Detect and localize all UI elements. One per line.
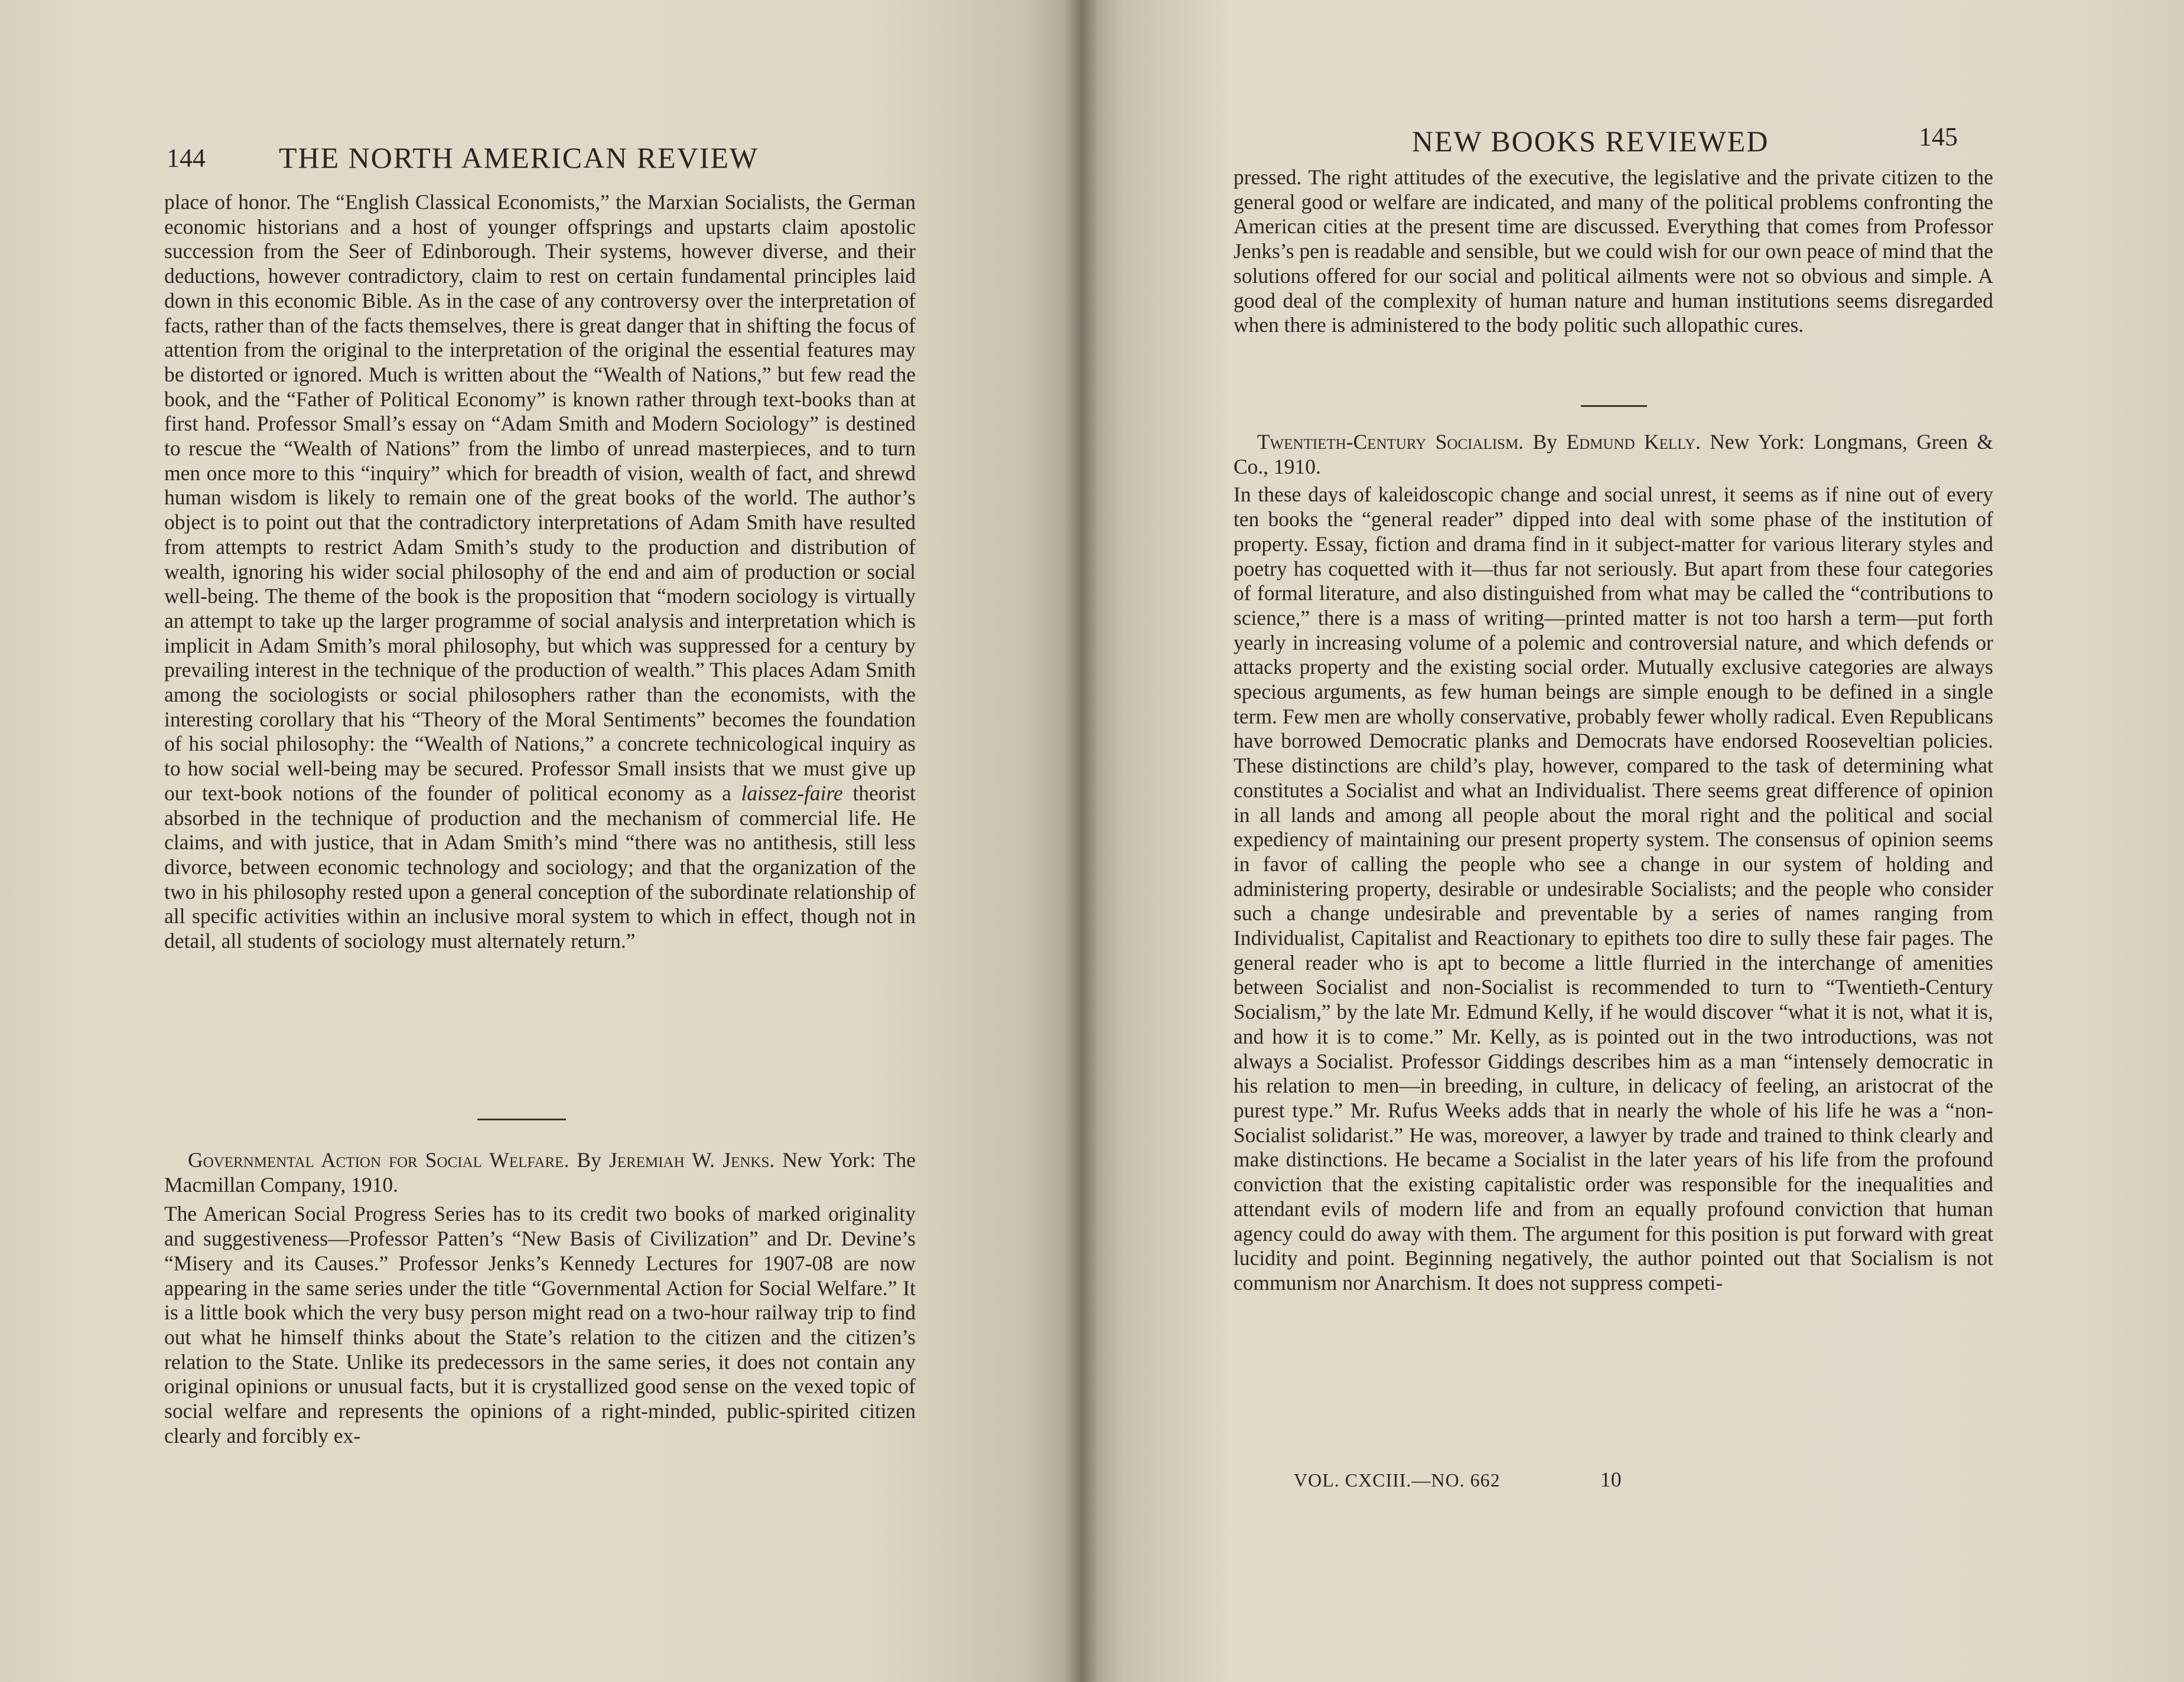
body-paragraph: In these days of kaleidoscopic change and social unrest, it seems as if nine out of every ten books the “general reader” dipped into deal with some phase of the institution of property. Essay, fiction and drama find in it subject-matter for various literary styles and poetry has coquetted with it—thus far not seriously. But apart from these four categories of formal literature, and also distinguished from what may be called the “contributions to science,” there is a mass of writing—printed matter is not too harsh a term—put forth yearly in increasing volume of a polemic and controversial nature, and which defends or attacks property and the existing social order. Mutually exclusive categories are always specious arguments, as few human beings are simple enough to be defined in a single term. Few men are wholly conservative, probably fewer wholly radical. Even Republicans have borrowed Democratic planks and Democrats have endorsed Rooseveltian policies. These distinctions are child’s play, however, compared to the task of determining what constitutes a Socialist and what an Individualist. There seems great difference of opinion in all lands and among all people about the moral right and the political and social expediency of maintaining our present property system. The consensus of opinion seems in favor of calling the people who see a change in our system of holding and administering property, desirable or undesirable Socialists; and the people who consider such a change undesirable and preventable by a series of names ranging from Individualist, Capitalist and Reactionary to epithets too dire to sully these fair pages. The general reader who is apt to become a little flurried in the interchange of amenities between Socialist and non-Socialist is recommended to turn to “Twentieth-Century Socialism,” by the late Mr. Edmund Kelly, if he would discover “what it is not, what it is, and how it is to come.” Mr. Kelly, as is pointed out in the two introductions, was not always a Socialist. Professor Giddings describes him as a man “intensely democratic in his relation to men—in breeding, in culture, in delicacy of feeling, an aristocrat of the purest type.” Mr. Rufus Weeks adds that in nearly the whole of his life he was a “non-Socialist solidarist.” He was, moreover, a lawyer by trade and trained to think clearly and make distinctions. He became a Socialist in the later years of his life from the profound conviction that the existing capitalistic order was responsible for the inequalities and attendant evils of modern life and from an equally profound conviction that human agency could do away with them. The argument for this position is put forward with great lucidity and point. Beginning negatively, the author pointed out that Socialism is not communism nor Anarchism. It does not suppress competi-	[1233, 483, 1993, 1295]
review-block	[164, 1148, 916, 1448]
running-header: NEW BOOKS REVIEWED	[1412, 125, 1769, 158]
book-author: Edmund Kelly.	[1566, 430, 1701, 454]
paragraph-text: theorist absorbed in the technique of production and the mechanism of commercial life. He claims, and with justice, that in Adam Smith’s mind “there was no antithesis, still less divorce, between economic technology and sociology; and that the organization of the two in his philosophy rested upon a general conception of the subordinate relationship of all specific activities within an inclusive moral system to which in effect, though not in detail, all students of sociology must alternately return.”	[164, 781, 916, 953]
review-block	[1233, 430, 1993, 1296]
book-title: Governmental Action for Social Welfare.	[188, 1148, 569, 1172]
page-number: 145	[1919, 122, 1958, 151]
section-divider	[477, 1119, 566, 1120]
paragraph-text: place of honor. The “English Classical Economists,” the Marxian Socialists, the German economic historians and a host of younger offsprings and upstarts claim apostolic succession from the Seer of Edinborough. Their systems, however diverse, and their deductions, however contradictory, claim to rest on certain fundamental principles laid down in this economic Bible. As in the case of any controversy over the interpretation of facts, rather than of the facts themselves, there is great danger that in shifting the focus of attention from the original to the interpretation of the original the essential features may be distorted or ignored. Much is written about the “Wealth of Nations,” but few read the book, and the “Father of Political Economy” is known rather through text-books than at first hand. Professor Small’s essay on “Adam Smith and Modern Sociology” is destined to rescue the “Wealth of Nations” from the limbo of unread masterpieces, and to turn men once more to this “inquiry” which for breadth of vision, wealth of fact, and shrewd human wisdom is likely to remain one of the great books of the world. The author’s object is to point out that the contradictory interpretations of Adam Smith have resulted from attempts to restrict Adam Smith’s study to the production and distribution of wealth, ignoring his wider social philosophy of the end and aim of production or social well-being. The theme of the book is the proposition that “modern sociology is virtually an attempt to take up the larger programme of social analysis and interpretation which is implicit in Adam Smith’s moral philosophy, but which was suppressed for a century by prevailing interest in the technique of the production of wealth.” This places Adam Smith among the sociologists or social philosophers rather than the economists, with the interesting corollary that his “Theory of the Moral Sentiments” becomes the foundation of his social philosophy: the “Wealth of Nations,” a concrete technicological inquiry as to how social well-being may be secured. Professor Small insists that we must give up our text-book notions of the founder of political economy as a	[164, 190, 916, 805]
book-publisher: New York: The Macmillan Company, 1910.	[164, 1148, 916, 1197]
signature-footer	[1294, 1467, 1622, 1492]
by-word: By	[577, 1148, 601, 1172]
italic-term: laissez-faire	[741, 781, 843, 805]
text-column	[1233, 165, 1993, 338]
body-paragraph	[164, 190, 916, 954]
right-page	[1081, 0, 2184, 1682]
signature-mark: 10	[1600, 1468, 1622, 1491]
section-divider	[1581, 405, 1647, 407]
review-citation	[1233, 430, 1993, 479]
book-author: Jeremiah W. Jenks.	[608, 1148, 775, 1172]
body-paragraph: The American Social Progress Series has to its credit two books of marked originality and suggestiveness—Professor Patten’s “New Basis of Civilization” and Dr. Devine’s “Misery and its Causes.” Professor Jenks’s Kennedy Lectures for 1907-08 are now appearing in the same series under the title “Governmental Action for Social Welfare.” It is a little book which the very busy person might read on a two-hour railway trip to find out what he himself thinks about the State’s relation to the citizen and the citizen’s relation to the State. Unlike its predecessors in the same series, it does not contain any original opinions or unusual facts, but it is crystallized good sense on the vexed topic of social welfare and represents the opinions of a right-minded, public-spirited citizen clearly and forcibly ex-	[164, 1202, 916, 1448]
body-paragraph: pressed. The right attitudes of the executive, the legislative and the private citizen to the general good or welfare are indicated, and many of the political problems confronting the American cities at the present time are discussed. Everything that comes from Professor Jenks’s pen is readable and sensible, but we could wish for our own peace of mind that the solutions offered for our social and political ailments were not so obvious and simple. A good deal of the complexity of human nature and human institutions seems disregarded when there is administered to the body politic such allopathic cures.	[1233, 165, 1993, 337]
running-header: THE NORTH AMERICAN REVIEW	[279, 141, 759, 174]
by-word: By	[1532, 430, 1558, 454]
book-gutter	[1063, 0, 1099, 1682]
left-page	[0, 0, 1081, 1682]
book-publisher: New York: Longmans, Green & Co., 1910.	[1233, 430, 1994, 478]
page-number: 144	[167, 144, 206, 172]
text-column	[164, 190, 916, 954]
book-title: Twentieth-Century Socialism.	[1257, 430, 1524, 454]
review-citation	[164, 1148, 916, 1197]
volume-number: VOL. CXCIII.—NO. 662	[1294, 1469, 1501, 1491]
